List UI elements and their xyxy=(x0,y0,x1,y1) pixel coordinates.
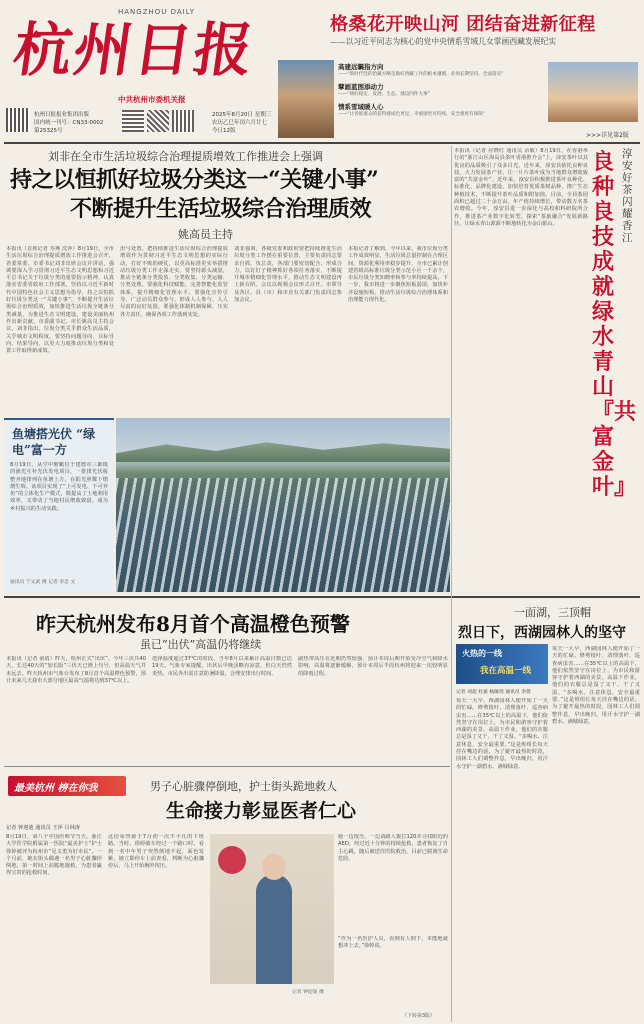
continue-note[interactable]: （下转第3版） xyxy=(402,1013,436,1019)
doctor-kicker: 男子心脏骤停倒地，护士街头跪地救人 xyxy=(150,780,337,793)
west-lake-body-b: 每天一大早，西湖园林人便开始了一天的忙碌。修剪枝叶、清理落叶、巡查病虫害……在35℃以上的高温下，他们依然坚守在岗位上，为市民和游客守护着西湖的美景。高温下作业，他们的衣服总是湿了又干、干了又湿。“多喝水，注意休息，安全最重要。”这是班组长每天挂在嘴边的话。为了避开最热的时段，园林工人们调整作息，早出晚归，用汗水守护一湖碧水、满城绿意。 xyxy=(552,646,640,725)
masthead-organ: 中共杭州市委机关报 xyxy=(118,95,186,104)
story-item[interactable] xyxy=(338,62,508,77)
lead-title-2[interactable]: 不断提升生活垃圾综合治理质效 xyxy=(70,196,372,222)
nurse-photo xyxy=(210,834,334,984)
divider xyxy=(4,596,640,598)
story-item-head: 擘画蓝图添动力 xyxy=(338,83,384,91)
top-story-photo xyxy=(278,60,334,138)
nurse-head xyxy=(262,854,286,880)
masthead-logo: 杭州日报 xyxy=(9,16,259,84)
story-item-sub: ——“新时代党的治藏方略是做好西藏工作的根本遵循，必须长期坚持、全面落实” xyxy=(338,72,504,77)
west-lake-thumb-sub: 我在高温一线 xyxy=(480,666,532,676)
west-lake-byline: 记者 刘超 杜嘉 杨敏瑶 通讯员 李倩 xyxy=(456,690,531,695)
photo-story-credit: 通讯员 宁文武 摄 记者 李忠 文 xyxy=(10,580,76,585)
heat-body-col2: 选择温度超过37℃的时段，当年8月以来累计高温日数已达19天。气象专家提醒，出伏后早晚虽略有凉意，但白天仍然炎热，市民外出需注意防暑降温，合理安排出行时间。 xyxy=(152,656,292,677)
heat-body-col3: 副热带高压在近期仍然较强，预计本周后期开始受冷空气和降水影响，高温将逐渐缓解，预计本周后半段杭州将迎来一次较明显的降雨过程。 xyxy=(298,656,448,677)
issue-date: 2025年8月20日 星期三 xyxy=(212,112,272,118)
divider xyxy=(4,766,450,767)
heat-body-col1: 本报讯（记者 俞倩）昨天，杭州正式“出伏”。今年三伏共40天，长达40天的“加长版”三伏天已画上句号，但高温天气并未远去。昨天杭州市气象台发布了8月首个高温橙色预警，预计未来几天我市大部分地区最高气温将达到37℃以上。 xyxy=(6,656,146,684)
lead-body-col4: 本报记者了解到，今年以来，我市垃圾分类工作成效明显，生活垃圾总量控制在合理区间，资源化利用率稳步提升。全市已累计创建省级高标准垃圾分类示范小区一千余个，市民垃圾分类知晓率和参与率持续提高。下一步，我市将进一步聚焦短板弱项，加快补齐设施短板，推动生活垃圾综合治理体系和治理能力现代化。 xyxy=(348,246,448,304)
top-story-photo-2 xyxy=(548,62,638,122)
story-item[interactable] xyxy=(338,82,508,97)
cn-number: 国内统一刊号：CN33-0002 xyxy=(34,120,104,126)
west-lake-kicker: 一面湖，三顶帽 xyxy=(514,606,591,619)
nurse-photo-caption: 记者 钟迎迪 摄 xyxy=(292,990,324,995)
qr-code-3 xyxy=(147,110,169,132)
lead-chair: 姚高员主持 xyxy=(178,228,233,241)
doctor-byline: 记者 钟迎迪 通讯员 王萍 吕林涛 xyxy=(6,825,81,831)
story-item-sub: ——“让各族群众的获得感成色更足、幸福感更可持续、安全感更有保障” xyxy=(338,112,486,117)
qr-code-4 xyxy=(172,110,194,132)
lead-body-col3: 刘非强调，各级党委和政府要把持续推进生活垃圾分类工作摆在重要位置，主要负责同志要亲自抓、负总责，各部门要密切配合、形成合力，以钉钉子精神抓好各项任务落实，不断提升城市精细化管理水平，推动生态文明建设再上新台阶。会议以视频会议形式召开。市领导及各区、县（市）和市直有关部门负责同志参加会议。 xyxy=(234,246,342,304)
story-item-sub: ——“统好稳定、发展、生态、强边四件大事” xyxy=(338,92,431,97)
serial-number: 第25325号 xyxy=(34,128,63,134)
right-side-head: 淳安好茶闪耀香江 xyxy=(622,148,633,244)
page-count: 今日12版 xyxy=(212,128,236,134)
lead-title-1[interactable]: 持之以恒抓好垃圾分类这一“关键小事” xyxy=(10,167,379,193)
doctor-body-col3: 她一边按压，一边请路人拨打120并寻找附近的AED。经过近十分钟的持续抢救，患者恢复了自主心跳，随后被送往医院救治，目前已脱离生命危险。 xyxy=(338,834,448,862)
right-big-title[interactable]: 良种良技成就绿水青山『共富金叶』 xyxy=(592,149,637,500)
right-body: 本报讯（记者 应晓红 通讯员 余敏）8月19日，在香港举行的“浙江山区海岛县茶叶香港推介会”上，淳安茶叶以其优良的品质吸引了众多目光。近年来，淳安县依托良种良技，大力发展茶产业，让一片片茶叶成为当地群众增收致富的“共富金叶”。近年来，淳安县积极推进茶叶良种化、标准化、品牌化建设，加快培育优质茶树品种，推广生态种植技术，不断提升茶叶品质和附加值。目前，全县茶园面积已超过二十余万亩，年产值持续增长，带动数万名茶农增收。今年，淳安县进一步深化与高校和科研院所合作，推进茶产业数字化转型，探索“茶旅融合”发展新路径，让绿水青山源源不断地转化为金山银山。 xyxy=(454,148,588,227)
lead-body-col2: 治与处置，把持续推进生活垃圾综合治理提质增效作为贯彻习近平生态文明思想的实际行动，打好不败的硬仗，以更高标准更实举措推动垃圾分类工作走深走实。要坚持源头减量，推动全链条分类投放、分类收集、分类运输、分类处理。要强化科技赋能，完善智能化监管体系，提升精细化管理水平。要强化宣传引导，广泛动员群众参与，形成人人参与、人人尽责的良好氛围。要强化体制机制保障，压实各方责任，确保各项工作落到实处。 xyxy=(120,246,228,318)
heat-title[interactable]: 昨天杭州发布8月首个高温橙色预警 xyxy=(36,612,350,636)
detail-link[interactable]: >>>详见第2版 xyxy=(586,132,629,139)
story-item-head: 高建远瞩指方向 xyxy=(338,63,384,71)
west-lake-thumb-label: 火热的一线 xyxy=(462,648,502,658)
hills xyxy=(116,440,450,462)
top-story-items xyxy=(338,62,508,136)
lead-kicker: 刘非在全市生活垃圾综合治理提质增效工作推进会上强调 xyxy=(48,150,323,163)
doctor-quote: “作为一名医护人员，看到有人倒下，本能地就想冲上去。”徐婷说。 xyxy=(338,936,448,950)
doctor-banner-label: 最美杭州 榜在你我 xyxy=(14,783,98,794)
publisher: 杭州日报报业集团出版 xyxy=(34,112,90,118)
story-item[interactable] xyxy=(338,102,508,117)
heat-subtitle: 虽已“出伏”高温仍将继续 xyxy=(140,638,262,651)
solar-panel-rows xyxy=(116,478,450,592)
solar-farm-photo xyxy=(116,418,450,592)
hospital-logo xyxy=(218,846,246,874)
west-lake-title[interactable]: 烈日下，西湖园林人的坚守 xyxy=(458,625,626,641)
qr-codes xyxy=(6,108,30,132)
story-item-head: 情系雪域暖人心 xyxy=(338,103,384,111)
west-lake-body-a: 每天一大早，西湖园林人便开始了一天的忙碌。修剪枝叶、清理落叶、巡查病虫害……在35℃以上的高温下，他们依然坚守在岗位上，为市民和游客守护着西湖的美景。高温下作业，他们的衣服总是湿了又干、干了又湿。“多喝水，注意休息，安全最重要。”这是班组长每天挂在嘴边的话。为了避开最热的时段，园林工人们调整作息，早出晚归，用汗水守护一湖碧水、满城绿意。 xyxy=(456,698,548,770)
column-divider xyxy=(451,146,452,1022)
divider xyxy=(4,142,640,144)
doctor-title[interactable]: 生命接力彰显医者仁心 xyxy=(166,800,357,822)
top-story-title[interactable]: 格桑花开映山河 团结奋进新征程 xyxy=(330,14,596,35)
lead-body-col1: 本报讯（首席记者 寿燕 沈萍）8月19日，全市生活垃圾综合治理提质增效工作推进会召开。省委常委、市委书记刘非出席会议并讲话，强调要深入学习贯彻习近平生态文明思想和习近平总书记关于垃圾分类的重要指示精神，认真落实省委省政府工作部署，坚持以习近平新时代中国特色社会主义思想为指导，持之以恒抓好垃圾分类这一“关键小事”，不断提升生活垃圾综合治理质效，加快推进生活垃圾全链条分类减量，为推进生态文明建设、建设美丽杭州作出新贡献。市委副书记、市长姚高员主持会议。刘非指出，垃圾分类关乎群众生活品质，关乎城市文明程度。要坚持问题导向、目标导向、结果导向，以更大力度推动垃圾分类和处置工作取得新成效。 xyxy=(6,246,114,355)
qr-code-2 xyxy=(122,110,144,132)
lunar-date: 农历乙巳年闰六月廿七 xyxy=(212,120,268,126)
doctor-body-col2: 这份荣誉源于7月初一次不平凡的下班路。当时，徐婷骑车经过一个路口时，看到一名中年男子突然倒地不起，面色发紫，她立即停车上前查看，判断为心脏骤停后，马上开始胸外按压。 xyxy=(108,834,204,870)
masthead-pinyin: HANGZHOU DAILY xyxy=(118,8,195,16)
nurse-figure xyxy=(256,874,292,984)
doctor-body-col1: 8月19日，第八个中国医师节当天，浙江大学医学院附属第一医院“最美护士”护士徐婷被评为杭州市“见义勇为好市民”。一个月前，她在街头偶遇一名男子心脏骤停倒地，第一时间上前跪地施救，为患者赢得宝贵的抢救时间。 xyxy=(6,834,102,877)
photo-story-text: 8月19日，从空中俯瞰位于建德市三都镇的渔光互补光伏发电项目，一排排光伏板整齐地排列在鱼塘上方，在阳光照耀下熠熠生辉。该项目实现了“上可发电、下可养鱼”的立体化生产模式，既提高了土地利用效率，又带动了当地村民增收致富，成为乡村振兴的生动实践。 xyxy=(10,462,108,512)
photo-story-title[interactable]: 鱼塘搭光伏 “绿电”富一方 xyxy=(12,427,96,457)
top-story-subtitle: ——以习近平同志为核心的党中央情系雪域儿女掌画西藏发展纪实 xyxy=(330,37,557,46)
